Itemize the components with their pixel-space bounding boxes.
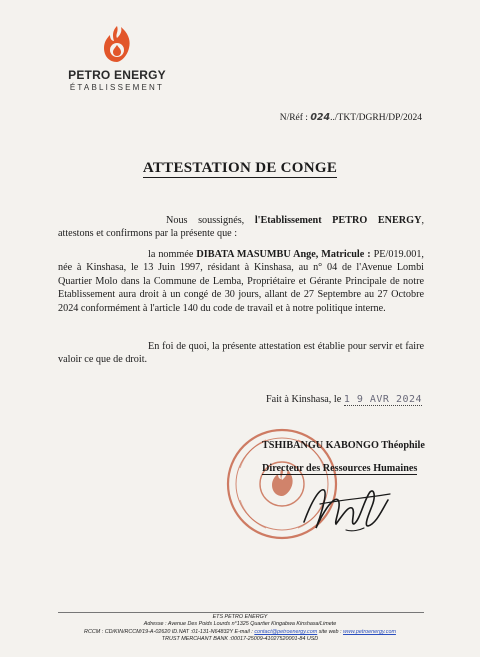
footer-company: ETS PETRO ENERGY [212, 614, 268, 620]
reference-number [280, 112, 422, 123]
paragraph-intro: Nous soussignés, l'Etablissement PETRO ENERGY, attestons et confirmons par la présente que : [58, 215, 424, 240]
footer-registration: RCCM : CD/KIN/RCCM/19-A-02620 ID.NAT :01-131-N64832Y E-mail : contact@petroenergy.com site web : www.petroenergy.com [84, 628, 396, 635]
ref-prefix: N/Réf : [279, 113, 311, 123]
footer-email-link[interactable]: contact@petroenergy.com [254, 628, 318, 635]
paragraph-details: la nommée DIBATA MASUMBU Ange, Matricule : PE/019.001, née à Kinshasa, le 13 Juin 1997, résidant à Kinshasa, au n° 04 de l'Avenue Lombi Quartier Molo dans la Commune de Lemba, Propriétaire et Gérante Principale de notre Etablissement aura droit à un congé de 30 jours, allant de 27 Septembre au 27 Octobre 2024 conformément à l'article 140 du code de travail et à notre politique interne. [58, 249, 424, 314]
brand-subtitle: ÉTABLISSEMENT [69, 83, 165, 92]
ref-suffix: ../TKT/DGRH/DP/2024 [330, 113, 422, 123]
brand-name: PETRO ENERGY [68, 68, 166, 82]
company-logo [62, 22, 172, 92]
footer-website-link[interactable]: www.petroenergy.com [343, 628, 396, 635]
document-title: ATTESTATION DE CONGE [142, 160, 338, 176]
signer-name: TSHIBANGU KABONGO Théophile [262, 440, 425, 451]
stamped-date: 1 9 AVR 2024 [343, 394, 423, 405]
place-and-date: Fait à Kinshasa, le 1 9 AVR 2024 [266, 394, 423, 405]
footer-address: Adresse : Avenue Des Poids Lourds n°1325 Quartier Kingabwa Kinshasa/Limete [143, 621, 337, 628]
signer-role: Directeur des Ressources Humaines [262, 463, 418, 474]
flame-logo-icon [95, 22, 139, 66]
ref-handwritten-number: 024 [310, 112, 331, 123]
paragraph-closing: En foi de quoi, la présente attestation est établie pour servir et faire valoir ce que de droit. [58, 341, 424, 366]
footer [20, 614, 460, 644]
footer-bank: TRUST MERCHANT BANK :00017-25009-41027520001-84 USD [161, 636, 319, 643]
handwritten-signature-icon [290, 470, 400, 540]
footer-divider [58, 612, 424, 613]
